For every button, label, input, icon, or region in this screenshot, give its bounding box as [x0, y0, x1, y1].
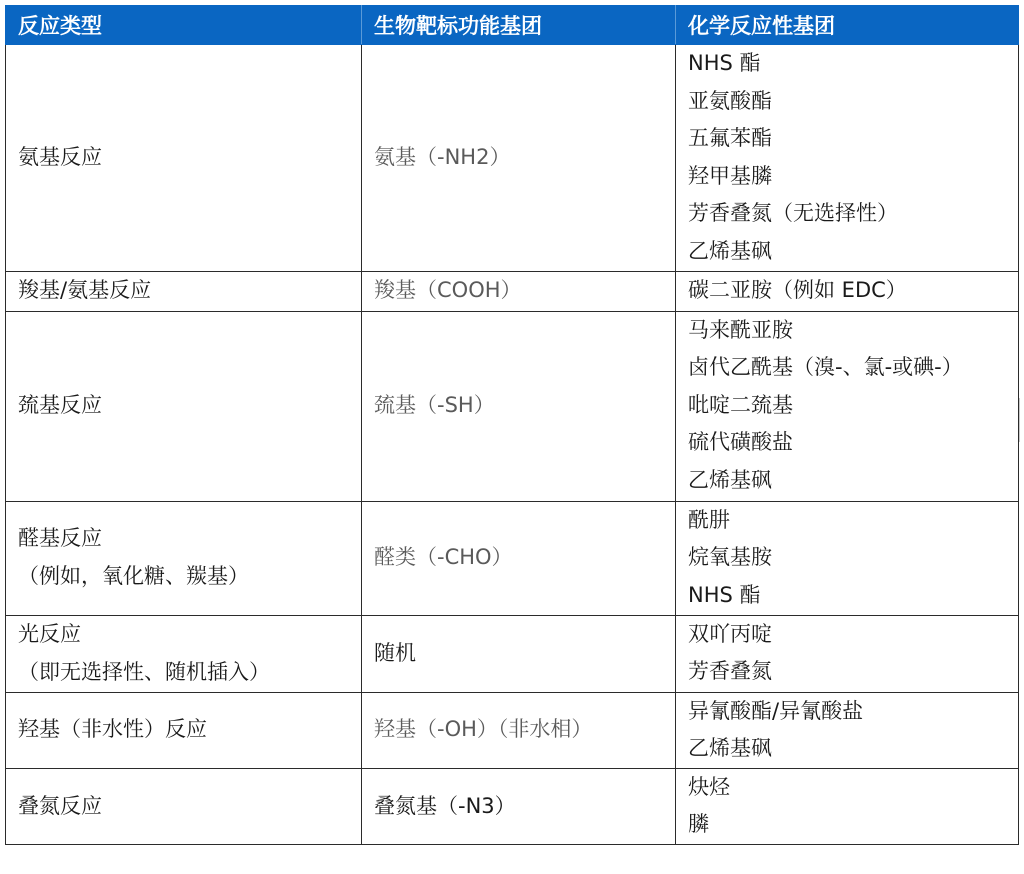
reactive-group-item: 芳香叠氮（无选择性） [688, 201, 898, 226]
table-header-row [6, 6, 1019, 45]
reactive-group-item: 亚氨酸酯 [688, 88, 772, 113]
reactive-group-item: 酰肼 [688, 507, 730, 532]
reaction-type-text: 氨基反应 [18, 144, 102, 169]
reactive-group-item: 膦 [688, 812, 709, 837]
reaction-type-cell [6, 311, 362, 501]
reaction-type-text: 羟基（非水性）反应 [18, 717, 207, 742]
reaction-type-text: 羧基/氨基反应 [18, 278, 152, 303]
reaction-type-cell [6, 501, 362, 615]
table-row [6, 271, 1019, 311]
reactive-groups-cell [676, 692, 1019, 768]
reactive-groups-cell [676, 615, 1019, 692]
table-row [6, 45, 1019, 272]
reaction-type-cell [6, 692, 362, 768]
target-group-cell: 随机 [362, 615, 676, 692]
header-target-group: 生物靶标功能基团 [362, 6, 676, 45]
reactive-group-item: 卤代乙酰基（溴-、氯-或碘-） [688, 355, 963, 380]
table-row [6, 692, 1019, 768]
reactive-group-item: 炔烃 [688, 774, 730, 799]
reaction-type-cell [6, 615, 362, 692]
reaction-type-note: （即无选择性、随机插入） [18, 659, 270, 684]
reactive-groups-cell [676, 768, 1019, 844]
reactive-group-item: 吡啶二巯基 [688, 392, 793, 417]
page-edge-divider [1019, 398, 1024, 442]
reaction-table [5, 5, 1019, 845]
reactive-groups-cell [676, 271, 1019, 311]
target-group-cell: 醛类（-CHO） [362, 501, 676, 615]
target-group-cell: 巯基（-SH） [362, 311, 676, 501]
reaction-type-cell [6, 768, 362, 844]
reactive-group-item: 碳二亚胺（例如 EDC） [688, 277, 907, 302]
reaction-type-text: 醛基反应 [18, 526, 102, 551]
header-reactive-group: 化学反应性基团 [676, 6, 1019, 45]
reactive-group-item: 五氟苯酯 [688, 126, 772, 151]
table-row [6, 768, 1019, 844]
reactive-group-item: NHS 酯 [688, 51, 761, 75]
target-group-cell: 叠氮基（-N3） [362, 768, 676, 844]
reaction-type-note: （例如，氧化糖、羰基） [18, 564, 249, 589]
table-row [6, 615, 1019, 692]
reactive-group-item: 硫代磺酸盐 [688, 430, 793, 455]
reaction-type-text: 叠氮反应 [18, 793, 102, 818]
reactive-group-item: 乙烯基砜 [688, 467, 772, 492]
target-group-cell: 羟基（-OH）（非水相） [362, 692, 676, 768]
target-group-cell: 氨基（-NH2） [362, 45, 676, 272]
reaction-type-cell [6, 271, 362, 311]
reaction-type-cell [6, 45, 362, 272]
reactive-group-item: 乙烯基砜 [688, 736, 772, 761]
header-reaction-type: 反应类型 [6, 6, 362, 45]
reaction-type-text: 光反应 [18, 621, 81, 646]
reactive-group-item: 烷氧基胺 [688, 545, 772, 570]
reactive-group-item: NHS 酯 [688, 582, 761, 607]
reactive-group-item: 羟甲基膦 [688, 163, 772, 188]
reactive-group-item: 异氰酸酯/异氰酸盐 [688, 698, 864, 723]
reactive-groups-cell [676, 45, 1019, 272]
target-group-cell: 羧基（COOH） [362, 271, 676, 311]
reactive-groups-cell [676, 501, 1019, 615]
reaction-type-text: 巯基反应 [18, 393, 102, 418]
reactive-group-item: 乙烯基砜 [688, 238, 772, 263]
reactive-group-item: 马来酰亚胺 [688, 317, 793, 342]
reactive-groups-cell [676, 311, 1019, 501]
table-row [6, 311, 1019, 501]
reactive-group-item: 芳香叠氮 [688, 659, 772, 684]
reactive-group-item: 双吖丙啶 [688, 621, 772, 646]
table-row [6, 501, 1019, 615]
